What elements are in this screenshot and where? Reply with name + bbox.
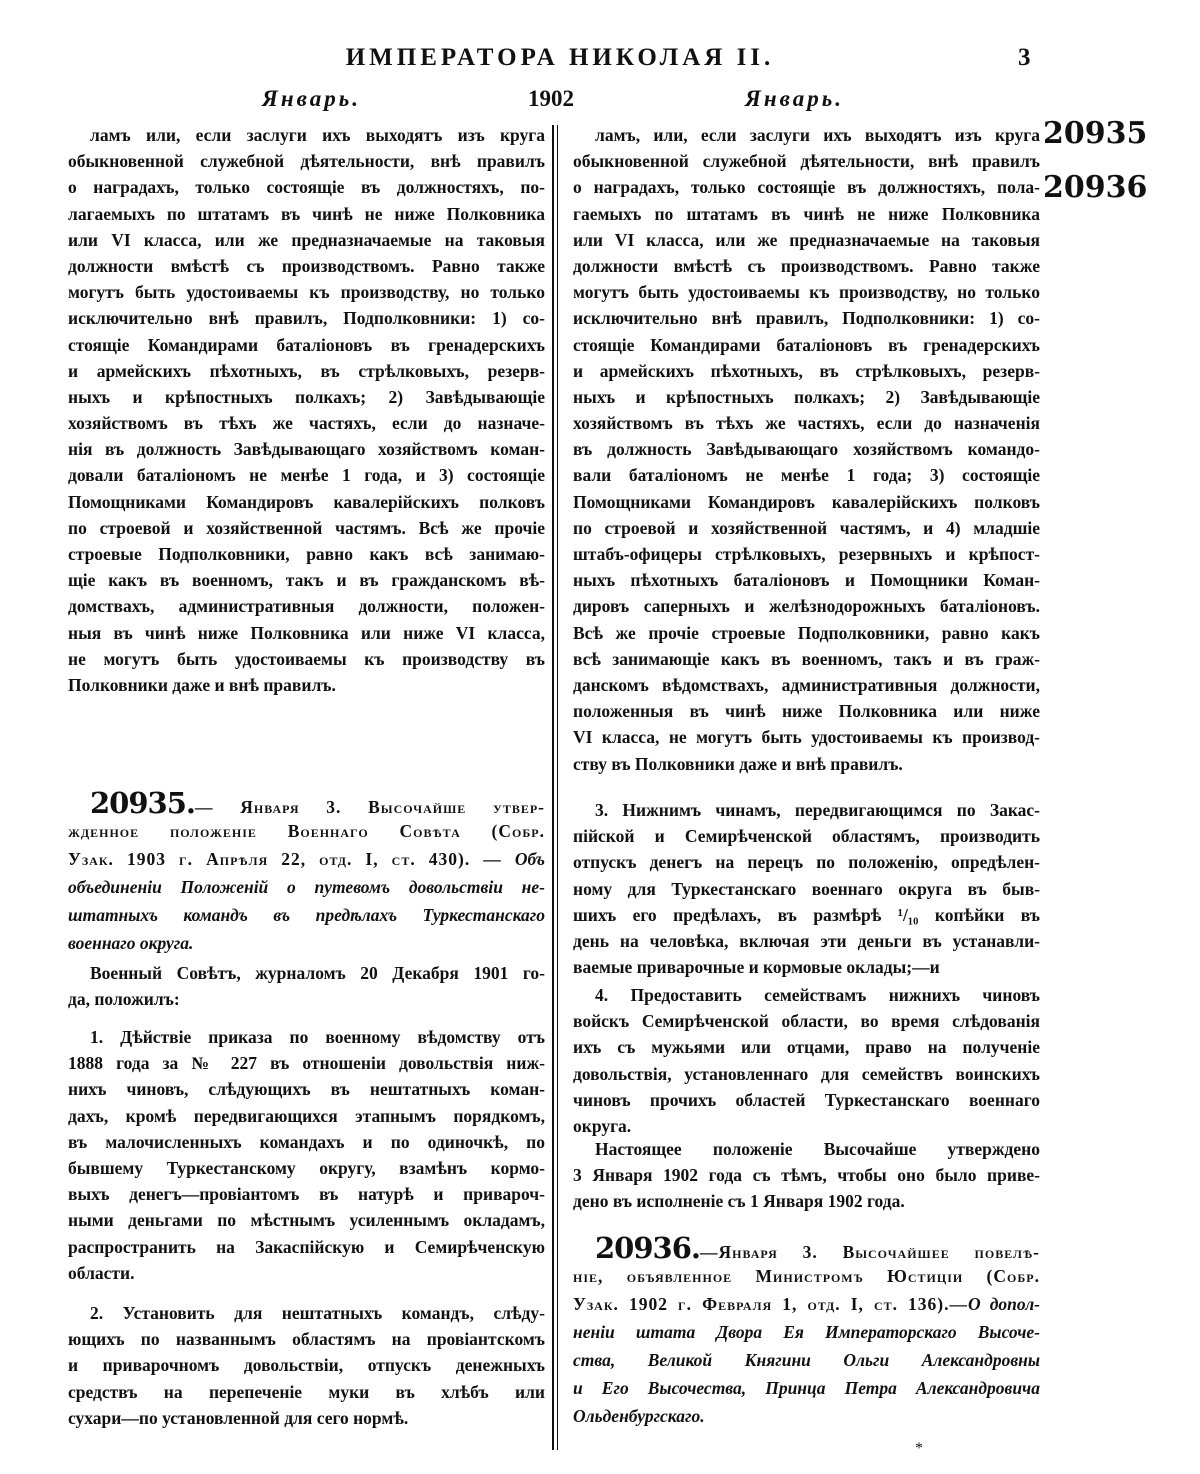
text-line: довольствія, установленнаго для семействъ воинскихъ <box>573 1063 1040 1084</box>
text-line: исключительно внѣ правилъ, Подполковники: 1) со- <box>68 308 545 329</box>
text-line: округа. <box>573 1115 632 1136</box>
citation-text: — Января 3. Высочайше утвер- <box>195 797 545 817</box>
title-text: военнаго округа. <box>68 933 194 953</box>
text-line: ламъ или, если заслуги ихъ выходятъ изъ круга <box>90 125 545 145</box>
text-line: и армейскихъ пѣхотныхъ, въ стрѣлковыхъ, резерв- <box>68 360 545 381</box>
title-text: ства, Великой Княгини Ольги Александровны <box>573 1350 1040 1370</box>
text-line: распространить на Закаспійскую и Семирѣченскую <box>68 1236 545 1257</box>
citation-text: Узак. 1902 г. Февраля 1, отд. I, ст. 136).— <box>573 1294 969 1314</box>
text-line: Помощниками Командировъ кавалерійскихъ полковъ <box>573 491 1040 512</box>
page-number: 3 <box>1018 44 1031 71</box>
entry-number: 20936. <box>595 1231 700 1265</box>
text-line: или VI класса, или же предназначаемые на таковыя <box>68 229 545 250</box>
entry-20935-item-2 <box>68 1300 545 1431</box>
text-line: обыкновенной служебной дѣятельности, внѣ правилъ <box>573 151 1040 172</box>
text-line: стоящіе Командирами баталіоновъ въ гренадерскихъ <box>68 334 545 355</box>
margin-number-20935: 20935 <box>1043 116 1148 151</box>
heading-line <box>573 1346 1040 1374</box>
text-line: въ малочисленныхъ командахъ и по одиночкѣ, по <box>68 1131 545 1152</box>
top-left-text <box>68 122 545 698</box>
heading-line <box>573 1262 1040 1290</box>
text-line: отпускъ денегъ на перецъ по положенію, опредѣлен- <box>573 852 1040 873</box>
text-line: штабъ-офицеры стрѣлковыхъ, резервныхъ и крѣпост- <box>573 544 1040 564</box>
entry-20935-item-4 <box>573 982 1040 1139</box>
title-text: неніи штата Двора Ея Императорскаго Высоче- <box>573 1322 1040 1342</box>
entry-number: 20935. <box>90 786 195 820</box>
text-line: 2. Установить для нештатныхъ командъ, слѣду- <box>90 1303 545 1323</box>
text-line: 4. Предоставить семействамъ нижнихъ чиновъ <box>595 985 1040 1005</box>
text-line: должности вмѣстѣ съ производствомъ. Равно также <box>68 255 545 276</box>
text-line: шихъ его предѣлахъ, въ размѣрѣ ¹/₁₀ копѣйки въ <box>573 904 1040 925</box>
title-text: штатныхъ командъ въ предѣлахъ Туркестанскаго <box>68 905 545 925</box>
text-line: довали баталіономъ не менѣе 1 года, и 3) состоящіе <box>68 465 545 486</box>
citation-text: жденное положеніе Военнаго Совѣта (Собр. <box>68 821 545 841</box>
text-line: да, положилъ: <box>68 989 180 1010</box>
text-line: ихъ съ мужьями или отцами, право на полученіе <box>573 1037 1040 1058</box>
text-line: должности вмѣстѣ съ производствомъ. Равно также <box>573 255 1040 276</box>
text-line: ными деньгами по мѣстнымъ усиленнымъ окладамъ, <box>68 1210 545 1231</box>
heading-line <box>68 786 545 820</box>
title-text: О допол- <box>968 1294 1040 1314</box>
text-line: стоящіе Командирами баталіоновъ въ гренадерскихъ <box>573 334 1040 355</box>
running-title: ИМПЕРАТОРА НИКОЛАЯ II. <box>345 44 775 71</box>
text-line: и армейскихъ пѣхотныхъ, въ стрѣлковыхъ, резерв- <box>573 360 1040 381</box>
citation-text: Узак. 1903 г. Апрѣля 22, отд. I, ст. 430). — <box>68 849 515 869</box>
text-line: хозяйствомъ въ тѣхъ же частяхъ, если до назначенія <box>573 413 1040 434</box>
text-line: по строевой и хозяйственной частямъ, и 4) младшіе <box>573 517 1040 538</box>
text-line: положенныя въ чинѣ ниже Полковника или ниже <box>573 701 1040 722</box>
text-line: Настоящее положеніе Высочайше утверждено <box>595 1139 1040 1159</box>
text-line: по строевой и хозяйственной частямъ. Всѣ же прочіе <box>68 517 545 538</box>
text-line: исключительно внѣ правилъ, Подполковники: 1) со- <box>573 308 1040 329</box>
text-line: 1. Дѣйствіе приказа по военному вѣдомству отъ <box>90 1027 545 1047</box>
text-line: VI класса, не могутъ быть удостоиваемы къ производ- <box>573 727 1040 748</box>
text-line: могутъ быть удостоиваемы къ производству, но только <box>68 282 545 303</box>
text-line: строевые Подполковники, равно какъ всѣ занимаю- <box>68 544 545 564</box>
heading-line <box>573 1402 1040 1430</box>
text-line: нихъ чиновъ, слѣдующихъ въ нештатныхъ коман- <box>68 1079 545 1100</box>
column-divider <box>552 125 554 1450</box>
text-line: ныхъ пѣхотныхъ баталіоновъ и Помощники Коман- <box>573 570 1040 591</box>
text-line: войскъ Семирѣченской области, во время слѣдованія <box>573 1011 1040 1032</box>
text-line: пійской и Семирѣченской областямъ, производить <box>573 826 1040 847</box>
title-text: Объ <box>514 849 545 869</box>
text-line: ваемые приварочные и кормовые оклады;—и <box>573 957 940 978</box>
text-line: день на человѣка, включая эти деньги въ устанавли- <box>573 930 1040 951</box>
heading-line <box>68 929 545 957</box>
title-text: и Его Высочества, Принца Петра Александровича <box>573 1378 1040 1398</box>
citation-text: —Января 3. Высочайшее повелѣ- <box>700 1242 1040 1262</box>
text-line: выхъ денегъ—провіантомъ въ натурѣ и привароч- <box>68 1184 545 1205</box>
margin-number-20936: 20936 <box>1043 170 1148 205</box>
entry-20935-closing <box>573 1136 1040 1215</box>
column-divider-thin <box>557 125 558 1450</box>
year: 1902 <box>528 86 574 111</box>
text-line: обыкновенной служебной дѣятельности, внѣ правилъ <box>68 151 545 172</box>
entry-20935-intro <box>68 960 545 1012</box>
heading-line <box>573 1374 1040 1402</box>
text-line: въ должность Завѣдывающаго хозяйствомъ командо- <box>573 439 1040 460</box>
ornament-asterisk: * <box>915 1440 923 1457</box>
text-line: сухари—по установленной для сего нормѣ. <box>68 1407 409 1428</box>
text-line: могутъ быть удостоиваемы къ производству, но только <box>573 282 1040 303</box>
text-line: ныхъ и крѣпостныхъ полкахъ; 2) Завѣдывающіе <box>68 386 545 407</box>
text-line: и приварочномъ довольствіи, отпускъ денежныхъ <box>68 1355 545 1376</box>
text-line: Всѣ же прочіе строевые Подполковники, равно какъ <box>573 622 1040 643</box>
text-line: нія въ должность Завѣдывающаго хозяйствомъ коман- <box>68 439 545 460</box>
heading-line <box>68 901 545 929</box>
text-line: щіе какъ въ военномъ, такъ и въ гражданскомъ вѣ- <box>68 570 545 591</box>
text-line: дено въ исполненіе съ 1 Января 1902 года. <box>573 1191 905 1212</box>
text-line: области. <box>68 1262 135 1283</box>
heading-line <box>573 1318 1040 1346</box>
text-line: 1888 года за № 227 въ отношеніи довольствія ниж- <box>68 1053 545 1074</box>
text-line: гаемыхъ по штатамъ въ чинѣ не ниже Полковника <box>573 203 1040 224</box>
text-line: 3 Января 1902 года съ тѣмъ, чтобы оно было приве- <box>573 1165 1040 1186</box>
text-line: всѣ занимающіе какъ въ военномъ, такъ и въ граж- <box>573 648 1040 669</box>
heading-line <box>573 1231 1040 1265</box>
text-line: дахъ, кромѣ передвигающихся этапнымъ порядкомъ, <box>68 1105 545 1126</box>
text-line: Военный Совѣтъ, журналомъ 20 Декабря 1901 го- <box>90 963 545 983</box>
text-line: ламъ, или, если заслуги ихъ выходятъ изъ круга <box>595 125 1040 145</box>
text-line: Полковники даже и внѣ правилъ. <box>68 674 336 695</box>
text-line: лагаемыхъ по штатамъ въ чинѣ не ниже Полковника <box>68 203 545 224</box>
entry-20935-heading <box>68 786 545 957</box>
text-line: ныхъ и крѣпостныхъ полкахъ; 2) Завѣдывающіе <box>573 386 1040 407</box>
heading-line <box>68 873 545 901</box>
text-line: или VI класса, или же предназначаемые на таковыя <box>573 229 1040 250</box>
citation-text: ніе, объявленное Министромъ Юстиціи (Собр. <box>573 1266 1040 1286</box>
text-line: домствахъ, административныя должности, положен- <box>68 596 545 617</box>
text-line: чиновъ прочихъ областей Туркестанскаго военнаго <box>573 1089 1040 1110</box>
text-line: о наградахъ, только состоящіе въ должностяхъ, пола- <box>573 177 1040 198</box>
month-right: Январь. <box>745 86 844 111</box>
text-line: средствъ на перепеченіе муки въ хлѣбъ или <box>68 1381 545 1402</box>
text-line: 3. Нижнимъ чинамъ, передвигающимся по Закас- <box>595 800 1040 820</box>
text-line: ющихъ по названнымъ областямъ на провіантскомъ <box>68 1329 545 1350</box>
month-left: Январь. <box>262 86 361 111</box>
entry-20936-heading <box>573 1231 1040 1430</box>
text-line: бывшему Туркестанскому округу, взамѣнъ кормо- <box>68 1157 545 1178</box>
text-line: дировъ саперныхъ и желѣзнодорожныхъ баталіоновъ. <box>573 596 1040 617</box>
heading-line <box>68 845 545 873</box>
text-line: Помощниками Командировъ кавалерійскихъ полковъ <box>68 491 545 512</box>
top-right-text <box>573 122 1040 777</box>
text-line: вали баталіономъ не менѣе 1 года; 3) состоящіе <box>573 465 1040 486</box>
heading-line <box>573 1290 1040 1318</box>
title-text: Ольденбургскаго. <box>573 1406 705 1426</box>
heading-line <box>68 817 545 845</box>
title-text: объединеніи Положеній о путевомъ довольствіи не- <box>68 877 545 897</box>
entry-20935-item-1 <box>68 1024 545 1286</box>
text-line: о наградахъ, только состоящіе въ должностяхъ, по- <box>68 177 545 198</box>
entry-20935-item-3 <box>573 797 1040 980</box>
text-line: ству въ Полковники даже и внѣ правилъ. <box>573 753 903 774</box>
text-line: ному для Туркестанскаго военнаго округа въ быв- <box>573 878 1040 899</box>
text-line: не могутъ быть удостоиваемы къ производству въ <box>68 648 545 669</box>
text-line: хозяйствомъ въ тѣхъ же частяхъ, если до назначе- <box>68 413 545 434</box>
text-line: ныя въ чинѣ ниже Полковника или ниже VI класса, <box>68 622 545 643</box>
text-line: данскомъ вѣдомствахъ, административныя должности, <box>573 674 1040 695</box>
